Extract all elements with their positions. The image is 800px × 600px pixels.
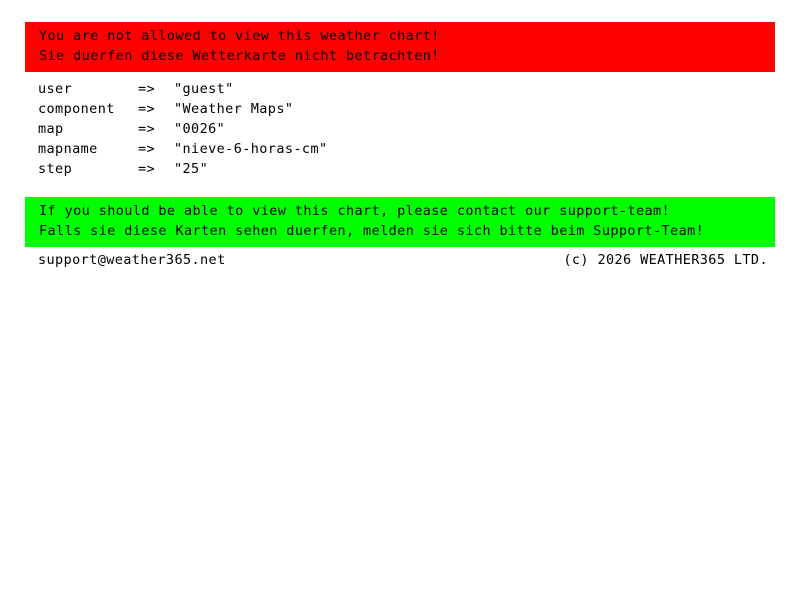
detail-arrow-component: => xyxy=(138,101,156,117)
detail-key-mapname: mapname xyxy=(38,141,98,157)
info-banner-line-de: Falls sie diese Karten sehen duerfen, melden sie sich bitte beim Support-Team! xyxy=(39,223,705,239)
support-email-link[interactable]: support@weather365.net xyxy=(38,252,226,268)
copyright-text: (c) 2026 WEATHER365 LTD. xyxy=(563,252,768,268)
detail-value-component: "Weather Maps" xyxy=(174,101,294,117)
error-banner-line-en: You are not allowed to view this weather chart! xyxy=(39,28,440,44)
detail-value-map: "0026" xyxy=(174,121,226,137)
detail-key-component: component xyxy=(38,101,115,117)
detail-value-mapname: "nieve-6-horas-cm" xyxy=(174,141,328,157)
detail-key-user: user xyxy=(38,81,73,97)
error-banner xyxy=(25,22,775,72)
detail-row-component xyxy=(38,99,738,119)
detail-value-user: "guest" xyxy=(174,81,234,97)
info-banner xyxy=(25,197,775,247)
detail-arrow-step: => xyxy=(138,161,156,177)
info-banner-line-en: If you should be able to view this chart, please contact our support-team! xyxy=(39,203,671,219)
detail-key-step: step xyxy=(38,161,73,177)
request-details xyxy=(38,79,738,179)
detail-row-map xyxy=(38,119,738,139)
footer xyxy=(38,250,768,270)
detail-arrow-map: => xyxy=(138,121,156,137)
detail-arrow-mapname: => xyxy=(138,141,156,157)
detail-row-step xyxy=(38,159,738,179)
detail-arrow-user: => xyxy=(138,81,156,97)
detail-value-step: "25" xyxy=(174,161,209,177)
error-banner-line-de: Sie duerfen diese Wetterkarte nicht betrachten! xyxy=(39,48,440,64)
detail-key-map: map xyxy=(38,121,64,137)
detail-row-user xyxy=(38,79,738,99)
detail-row-mapname xyxy=(38,139,738,159)
